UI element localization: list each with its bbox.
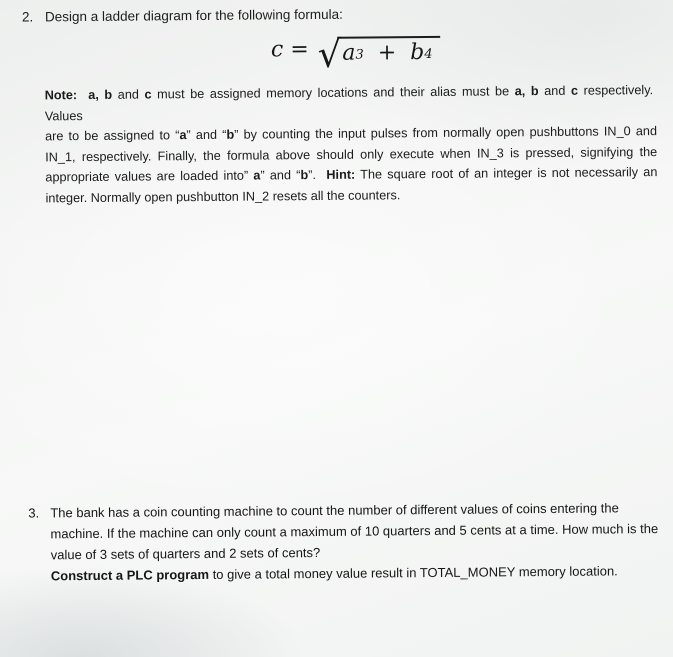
text-run: and: [112, 87, 145, 102]
question-2-prompt: Design a ladder diagram for the following formula:: [44, 6, 343, 25]
text-run: Note: a, b: [44, 87, 113, 103]
text-run: c: [570, 83, 579, 98]
text-run: a: [253, 168, 261, 183]
formula: [0, 34, 670, 77]
formula-lhs: c: [270, 37, 284, 63]
text-run: b: [226, 127, 235, 142]
text-run: The square root of an integer is not necessarily an: [355, 165, 658, 183]
text-run: a: [179, 128, 187, 143]
text-run: ”.: [308, 168, 327, 183]
note-line-1: [44, 80, 661, 127]
text-run: ” and “: [186, 127, 227, 143]
formula-term2-exponent: 4: [424, 46, 433, 63]
question-3-construct-instruction: [51, 560, 669, 586]
text-run: ” by counting the input pulses from normally open pushbuttons IN_0 and: [234, 124, 658, 142]
question-3-body: [50, 497, 669, 586]
text-run: are to be assigned to “: [44, 128, 180, 144]
note-line-5: [45, 183, 657, 209]
text-run: a, b: [514, 84, 539, 99]
question-3-number: 3.: [28, 505, 40, 521]
question-2-note: [44, 80, 661, 209]
text-run: appropriate values are loaded into”: [45, 168, 254, 185]
text-run: respectively. Values: [44, 82, 661, 123]
question-3-line-3: value of 3 sets of quarters and 2 sets of cents?: [50, 544, 321, 563]
text-run: b: [300, 168, 309, 183]
question-3-line-1: The bank has a coin counting machine to count the number of different values of coins entering the: [50, 500, 619, 521]
question-3: [28, 497, 669, 587]
question-2-header: [22, 7, 343, 25]
radicand: [337, 36, 441, 74]
question-2-number: 2.: [21, 9, 34, 25]
square-root-expression: [317, 32, 441, 76]
question-3-line-2: machine. If the machine can only count a maximum of 10 quarters and 5 cents at a time. How much is the: [50, 521, 659, 542]
formula-plus-operator: +: [377, 40, 397, 66]
radical-sign-icon: √: [317, 32, 342, 76]
formula-term2-base: b: [410, 40, 425, 66]
text-run: IN_1, respectively. Finally, the formula above should only execute when IN_3 is pressed, signifying the: [45, 144, 658, 165]
formula-term1-exponent: 3: [355, 47, 364, 63]
text-run: integer. Normally open pushbutton IN_2 resets all the counters.: [45, 188, 401, 206]
text-run: Construct a PLC program: [50, 566, 210, 584]
text-run: Hint:: [326, 168, 356, 183]
text-run: to give a total money value result in TOTAL_MONEY memory location.: [208, 563, 618, 582]
text-run: and: [538, 83, 571, 99]
formula-equals: =: [290, 37, 309, 63]
text-run: ” and “: [260, 168, 301, 183]
text-run: must be assigned memory locations and their alias must be: [151, 84, 515, 102]
formula-term1-base: a: [342, 40, 356, 66]
text-run: c: [144, 87, 152, 102]
